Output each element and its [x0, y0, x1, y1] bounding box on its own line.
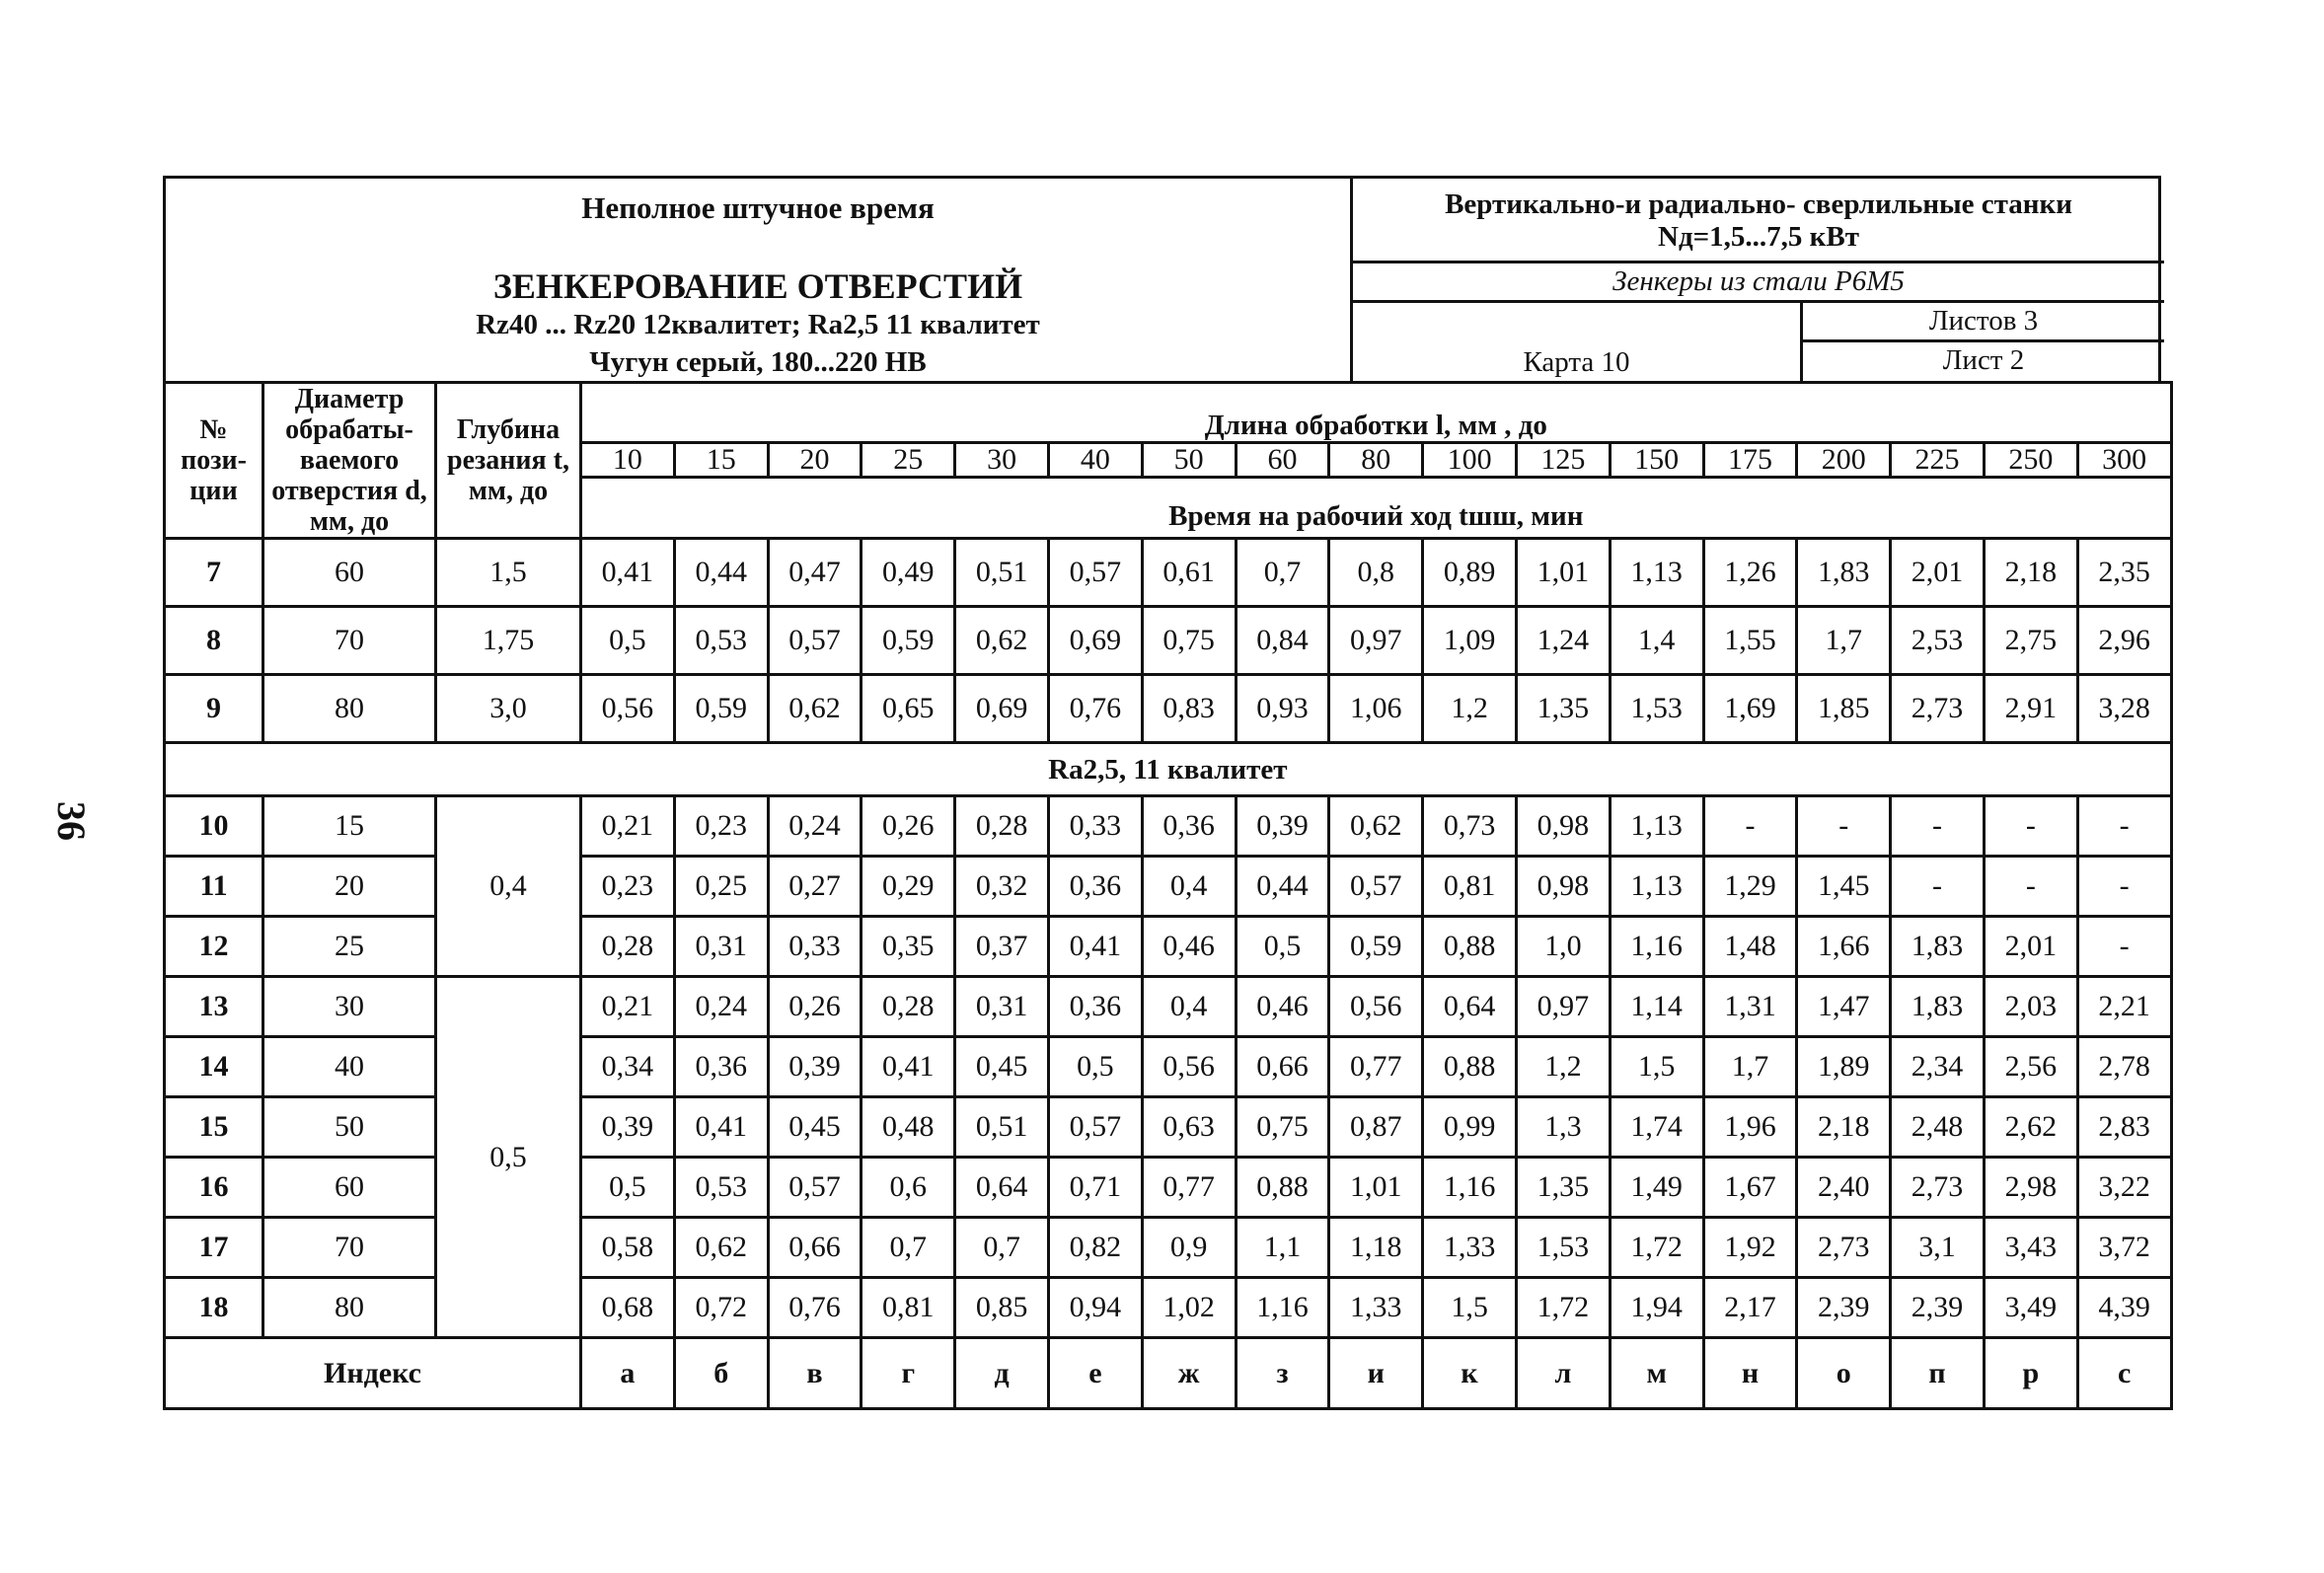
time-cell: 0,59 [674, 675, 768, 743]
length-value: 150 [1610, 442, 1703, 477]
index-letter: в [768, 1338, 862, 1409]
time-cell: 2,01 [1891, 539, 1985, 607]
time-cell: 0,7 [955, 1218, 1049, 1278]
time-cell: 0,46 [1142, 917, 1236, 977]
length-value: 50 [1142, 442, 1236, 477]
time-cell: 0,4 [1142, 857, 1236, 917]
length-value: 20 [768, 442, 862, 477]
position-cell: 12 [165, 917, 263, 977]
time-cell: 0,39 [768, 1037, 862, 1097]
time-cell: 1,89 [1797, 1037, 1891, 1097]
time-cell: 0,41 [581, 539, 675, 607]
time-cell: 2,39 [1891, 1278, 1985, 1338]
time-cell: 0,25 [674, 857, 768, 917]
time-cell: 0,56 [581, 675, 675, 743]
time-cell: 1,1 [1236, 1218, 1329, 1278]
time-cell: 0,5 [581, 1158, 675, 1218]
position-cell: 14 [165, 1037, 263, 1097]
machine-line1: Вертикально-и радиально- сверлильные станки [1445, 188, 2072, 220]
depth-cell: 3,0 [436, 675, 581, 743]
length-value: 200 [1797, 442, 1891, 477]
time-cell: 1,29 [1703, 857, 1797, 917]
time-cell: 1,02 [1142, 1278, 1236, 1338]
position-cell: 10 [165, 796, 263, 857]
time-cell: - [1797, 796, 1891, 857]
time-cell: 0,81 [1423, 857, 1517, 917]
time-cell: 0,41 [1048, 917, 1142, 977]
time-cell: 2,53 [1891, 607, 1985, 675]
time-cell: 0,81 [862, 1278, 955, 1338]
depth-cell: 1,75 [436, 607, 581, 675]
time-cell: 3,22 [2077, 1158, 2171, 1218]
time-cell: 0,62 [1329, 796, 1423, 857]
sheet-number: Лист 2 [1942, 344, 2025, 376]
index-letter: с [2077, 1338, 2171, 1409]
time-cell: 1,2 [1423, 675, 1517, 743]
time-cell: 0,21 [581, 796, 675, 857]
time-cell: 0,85 [955, 1278, 1049, 1338]
index-letter: б [674, 1338, 768, 1409]
time-cell: 0,57 [1048, 539, 1142, 607]
time-cell: 0,75 [1236, 1097, 1329, 1158]
time-cell: 1,94 [1610, 1278, 1703, 1338]
header-title: Неполное штучное время [581, 190, 935, 225]
position-cell: 15 [165, 1097, 263, 1158]
table-row [165, 607, 2172, 675]
time-cell: 0,37 [955, 917, 1049, 977]
header-row-1 [165, 383, 2172, 443]
length-value: 15 [674, 442, 768, 477]
time-cell: 0,59 [1329, 917, 1423, 977]
sheets-count: Листов 3 [1803, 303, 2164, 342]
time-cell: 1,5 [1610, 1037, 1703, 1097]
time-cell: 2,18 [1797, 1097, 1891, 1158]
diameter-cell: 60 [263, 1158, 436, 1218]
depth-cell: 0,5 [436, 977, 581, 1338]
time-cell: 0,62 [955, 607, 1049, 675]
position-cell: 13 [165, 977, 263, 1037]
time-cell: 0,69 [1048, 607, 1142, 675]
time-cell: 2,21 [2077, 977, 2171, 1037]
time-cell: 1,13 [1610, 857, 1703, 917]
time-cell: 0,71 [1048, 1158, 1142, 1218]
time-cell: 1,74 [1610, 1097, 1703, 1158]
time-cell: 2,03 [1984, 977, 2077, 1037]
time-cell: 0,57 [1048, 1097, 1142, 1158]
time-cell: 1,13 [1610, 539, 1703, 607]
time-cell: 1,14 [1610, 977, 1703, 1037]
time-cell: 0,68 [581, 1278, 675, 1338]
time-cell: 0,36 [674, 1037, 768, 1097]
table-row [165, 796, 2172, 857]
time-cell: 1,0 [1516, 917, 1610, 977]
time-cell: 3,49 [1984, 1278, 2077, 1338]
time-cell: 0,45 [955, 1037, 1049, 1097]
index-letter: а [581, 1338, 675, 1409]
position-cell: 9 [165, 675, 263, 743]
time-cell: 1,01 [1329, 1158, 1423, 1218]
time-cell: 0,89 [1423, 539, 1517, 607]
time-cell: 0,77 [1142, 1158, 1236, 1218]
time-cell: 1,45 [1797, 857, 1891, 917]
diameter-cell: 70 [263, 607, 436, 675]
time-cell: 2,39 [1797, 1278, 1891, 1338]
time-cell: 2,01 [1984, 917, 2077, 977]
section-label: Ra2,5, 11 квалитет [165, 743, 2172, 796]
length-value: 30 [955, 442, 1049, 477]
length-value: 40 [1048, 442, 1142, 477]
time-cell: - [1703, 796, 1797, 857]
time-cell: 0,39 [1236, 796, 1329, 857]
time-cell: 4,39 [2077, 1278, 2171, 1338]
time-cell: 2,56 [1984, 1037, 2077, 1097]
time-cell: 1,49 [1610, 1158, 1703, 1218]
time-cell: 0,98 [1516, 857, 1610, 917]
index-label: Индекс [165, 1338, 581, 1409]
time-cell: 0,32 [955, 857, 1049, 917]
time-cell: 0,51 [955, 539, 1049, 607]
time-cell: 2,34 [1891, 1037, 1985, 1097]
time-cell: 0,31 [674, 917, 768, 977]
time-cell: 0,58 [581, 1218, 675, 1278]
time-cell: 0,4 [1142, 977, 1236, 1037]
length-value: 175 [1703, 442, 1797, 477]
diameter-cell: 15 [263, 796, 436, 857]
time-cell: 0,51 [955, 1097, 1049, 1158]
time-cell: 0,88 [1423, 1037, 1517, 1097]
time-cell: 2,40 [1797, 1158, 1891, 1218]
time-cell: 0,45 [768, 1097, 862, 1158]
time-cell: 0,9 [1142, 1218, 1236, 1278]
diameter-cell: 50 [263, 1097, 436, 1158]
time-cell: 1,33 [1423, 1218, 1517, 1278]
diameter-cell: 70 [263, 1218, 436, 1278]
time-cell: 1,01 [1516, 539, 1610, 607]
time-cell: 1,09 [1423, 607, 1517, 675]
card-number: Карта 10 [1353, 303, 1803, 381]
time-cell: 0,82 [1048, 1218, 1142, 1278]
index-letter: ж [1142, 1338, 1236, 1409]
tool-spec: Зенкеры из стали Р6М5 [1353, 263, 2164, 303]
time-cell: 0,41 [862, 1037, 955, 1097]
time-cell: 0,44 [1236, 857, 1329, 917]
time-cell: 1,96 [1703, 1097, 1797, 1158]
time-cell: 0,93 [1236, 675, 1329, 743]
time-cell: 0,62 [768, 675, 862, 743]
time-cell: 2,62 [1984, 1097, 2077, 1158]
time-cell: 0,97 [1329, 607, 1423, 675]
length-value: 60 [1236, 442, 1329, 477]
time-cell: 2,18 [1984, 539, 2077, 607]
index-letter: е [1048, 1338, 1142, 1409]
time-cell: 0,63 [1142, 1097, 1236, 1158]
index-letter: з [1236, 1338, 1329, 1409]
time-cell: 0,39 [581, 1097, 675, 1158]
time-cell: 1,18 [1329, 1218, 1423, 1278]
diameter-cell: 30 [263, 977, 436, 1037]
table-row [165, 539, 2172, 607]
time-cell: 1,7 [1703, 1037, 1797, 1097]
time-cell: 0,35 [862, 917, 955, 977]
time-cell: 1,33 [1329, 1278, 1423, 1338]
time-cell: 0,66 [768, 1218, 862, 1278]
depth-cell: 1,5 [436, 539, 581, 607]
time-cell: 2,78 [2077, 1037, 2171, 1097]
time-cell: 1,24 [1516, 607, 1610, 675]
time-cell: 1,5 [1423, 1278, 1517, 1338]
time-cell: 0,29 [862, 857, 955, 917]
index-letter: р [1984, 1338, 2077, 1409]
machine-line2: Nд=1,5...7,5 кВт [1658, 221, 1859, 253]
time-cell: 0,28 [862, 977, 955, 1037]
time-cell: 0,88 [1236, 1158, 1329, 1218]
index-letter: м [1610, 1338, 1703, 1409]
time-cell: 0,56 [1142, 1037, 1236, 1097]
time-cell: 0,99 [1423, 1097, 1517, 1158]
time-cell: 2,96 [2077, 607, 2171, 675]
time-cell: 3,72 [2077, 1218, 2171, 1278]
time-cell: 0,7 [1236, 539, 1329, 607]
time-cell: 1,3 [1516, 1097, 1610, 1158]
time-cell: 1,83 [1797, 539, 1891, 607]
time-cell: 0,62 [674, 1218, 768, 1278]
time-cell: 0,59 [862, 607, 955, 675]
time-cell: 0,33 [1048, 796, 1142, 857]
page-number: 36 [49, 801, 94, 841]
time-cell: 3,28 [2077, 675, 2171, 743]
time-cell: 0,23 [581, 857, 675, 917]
time-cell: 1,92 [1703, 1218, 1797, 1278]
time-cell: 1,31 [1703, 977, 1797, 1037]
time-cell: 1,83 [1891, 977, 1985, 1037]
time-cell: 1,2 [1516, 1037, 1610, 1097]
time-cell: 0,5 [1236, 917, 1329, 977]
time-cell: 0,98 [1516, 796, 1610, 857]
time-cell: 0,76 [1048, 675, 1142, 743]
time-cell: 1,67 [1703, 1158, 1797, 1218]
depth-cell: 0,4 [436, 796, 581, 977]
material-spec: Чугун серый, 180...220 НВ [589, 346, 927, 378]
section-row [165, 743, 2172, 796]
time-cell: 2,35 [2077, 539, 2171, 607]
time-cell: 0,56 [1329, 977, 1423, 1037]
time-cell: 0,83 [1142, 675, 1236, 743]
position-cell: 8 [165, 607, 263, 675]
time-cell: 0,57 [768, 1158, 862, 1218]
time-cell: 0,49 [862, 539, 955, 607]
time-cell: 0,87 [1329, 1097, 1423, 1158]
time-cell: 1,53 [1516, 1218, 1610, 1278]
time-cell: 0,36 [1048, 977, 1142, 1037]
time-cell: 1,16 [1423, 1158, 1517, 1218]
length-value: 125 [1516, 442, 1610, 477]
time-cell: 0,24 [674, 977, 768, 1037]
time-cell: - [1984, 796, 2077, 857]
time-cell: 0,7 [862, 1218, 955, 1278]
time-cell: 0,53 [674, 607, 768, 675]
time-cell: 2,17 [1703, 1278, 1797, 1338]
roughness-spec: Rz40 ... Rz20 12квалитет; Ra2,5 11 квалитет [476, 309, 1040, 340]
time-cell: 2,91 [1984, 675, 2077, 743]
time-cell: 1,06 [1329, 675, 1423, 743]
index-row [165, 1338, 2172, 1409]
time-cell: 2,98 [1984, 1158, 2077, 1218]
time-cell: 0,84 [1236, 607, 1329, 675]
time-cell: 1,66 [1797, 917, 1891, 977]
diameter-cell: 25 [263, 917, 436, 977]
time-cell: 1,16 [1610, 917, 1703, 977]
time-cell: 1,16 [1236, 1278, 1329, 1338]
time-cell: 0,44 [674, 539, 768, 607]
diameter-cell: 80 [263, 675, 436, 743]
diameter-cell: 80 [263, 1278, 436, 1338]
time-cell: 0,31 [955, 977, 1049, 1037]
diameter-header: Диаметр обрабаты-ваемого отверстия d, мм, до [263, 383, 436, 539]
index-letter: н [1703, 1338, 1797, 1409]
position-cell: 16 [165, 1158, 263, 1218]
length-value: 250 [1984, 442, 2077, 477]
operation-title: ЗЕНКЕРОВАНИЕ ОТВЕРСТИЙ [492, 266, 1023, 306]
table-row [165, 977, 2172, 1037]
time-cell: 0,23 [674, 796, 768, 857]
table-row [165, 675, 2172, 743]
time-cell: 0,64 [955, 1158, 1049, 1218]
time-cell: 0,69 [955, 675, 1049, 743]
time-cell: 0,88 [1423, 917, 1517, 977]
length-value: 225 [1891, 442, 1985, 477]
time-cell: 0,28 [955, 796, 1049, 857]
time-cell: 0,36 [1142, 796, 1236, 857]
position-cell: 7 [165, 539, 263, 607]
time-cell: 0,26 [768, 977, 862, 1037]
time-cell: 1,35 [1516, 675, 1610, 743]
depth-header: Глубина резания t, мм, до [436, 383, 581, 539]
time-cell: 0,26 [862, 796, 955, 857]
time-cell: 1,13 [1610, 796, 1703, 857]
time-cell: 1,47 [1797, 977, 1891, 1037]
time-cell: 0,8 [1329, 539, 1423, 607]
time-cell: 0,5 [1048, 1037, 1142, 1097]
index-letter: л [1516, 1338, 1610, 1409]
time-cell: 2,73 [1891, 675, 1985, 743]
time-cell: - [1891, 796, 1985, 857]
index-letter: п [1891, 1338, 1985, 1409]
time-cell: 0,46 [1236, 977, 1329, 1037]
time-cell: - [2077, 796, 2171, 857]
time-cell: 0,66 [1236, 1037, 1329, 1097]
index-letter: и [1329, 1338, 1423, 1409]
time-cell: 0,28 [581, 917, 675, 977]
time-norms-table [163, 381, 2173, 1410]
length-value: 25 [862, 442, 955, 477]
time-header-spacer [581, 478, 2172, 495]
time-cell: 1,26 [1703, 539, 1797, 607]
time-cell: - [2077, 917, 2171, 977]
time-cell: 0,61 [1142, 539, 1236, 607]
header-right-panel [1350, 179, 2164, 381]
time-cell: 3,1 [1891, 1218, 1985, 1278]
time-cell: 0,72 [674, 1278, 768, 1338]
time-cell: 0,75 [1142, 607, 1236, 675]
position-cell: 17 [165, 1218, 263, 1278]
time-cell: 0,34 [581, 1037, 675, 1097]
time-cell: - [1891, 857, 1985, 917]
time-cell: 3,43 [1984, 1218, 2077, 1278]
time-cell: 0,6 [862, 1158, 955, 1218]
diameter-cell: 40 [263, 1037, 436, 1097]
time-cell: 2,83 [2077, 1097, 2171, 1158]
time-cell: 0,57 [768, 607, 862, 675]
time-cell: - [1984, 857, 2077, 917]
time-header: Время на рабочий ход tшш, мин [581, 495, 2172, 539]
time-cell: 0,24 [768, 796, 862, 857]
time-cell: 0,41 [674, 1097, 768, 1158]
length-value: 300 [2077, 442, 2171, 477]
time-cell: 1,35 [1516, 1158, 1610, 1218]
time-cell: 1,4 [1610, 607, 1703, 675]
time-cell: 1,55 [1703, 607, 1797, 675]
index-letter: о [1797, 1338, 1891, 1409]
time-cell: 1,48 [1703, 917, 1797, 977]
time-cell: 1,85 [1797, 675, 1891, 743]
length-value: 100 [1423, 442, 1517, 477]
time-cell: 0,21 [581, 977, 675, 1037]
time-cell: 2,75 [1984, 607, 2077, 675]
index-letter: г [862, 1338, 955, 1409]
time-cell: 0,57 [1329, 857, 1423, 917]
time-cell: 0,94 [1048, 1278, 1142, 1338]
length-value: 10 [581, 442, 675, 477]
time-cell: 0,73 [1423, 796, 1517, 857]
time-cell: 1,72 [1516, 1278, 1610, 1338]
position-header: № пози-ции [165, 383, 263, 539]
time-cell: 1,83 [1891, 917, 1985, 977]
time-cell: 0,64 [1423, 977, 1517, 1037]
length-value: 80 [1329, 442, 1423, 477]
time-cell: 0,48 [862, 1097, 955, 1158]
time-cell: 0,65 [862, 675, 955, 743]
time-cell: 0,5 [581, 607, 675, 675]
time-cell: 0,47 [768, 539, 862, 607]
time-cell: 1,69 [1703, 675, 1797, 743]
time-cell: 1,72 [1610, 1218, 1703, 1278]
time-cell: 0,27 [768, 857, 862, 917]
time-cell: 0,53 [674, 1158, 768, 1218]
length-header: Длина обработки l, мм , до [581, 383, 2172, 443]
position-cell: 11 [165, 857, 263, 917]
time-cell: 0,36 [1048, 857, 1142, 917]
time-cell: 2,73 [1891, 1158, 1985, 1218]
index-letter: к [1423, 1338, 1517, 1409]
machine-type [1353, 179, 2164, 263]
time-cell: 0,76 [768, 1278, 862, 1338]
time-cell: 0,33 [768, 917, 862, 977]
time-cell: 1,53 [1610, 675, 1703, 743]
card-header [163, 176, 2161, 381]
diameter-cell: 20 [263, 857, 436, 917]
time-cell: 2,73 [1797, 1218, 1891, 1278]
time-cell: - [2077, 857, 2171, 917]
position-cell: 18 [165, 1278, 263, 1338]
index-letter: д [955, 1338, 1049, 1409]
diameter-cell: 60 [263, 539, 436, 607]
time-cell: 0,77 [1329, 1037, 1423, 1097]
time-cell: 1,7 [1797, 607, 1891, 675]
time-cell: 0,97 [1516, 977, 1610, 1037]
time-cell: 2,48 [1891, 1097, 1985, 1158]
